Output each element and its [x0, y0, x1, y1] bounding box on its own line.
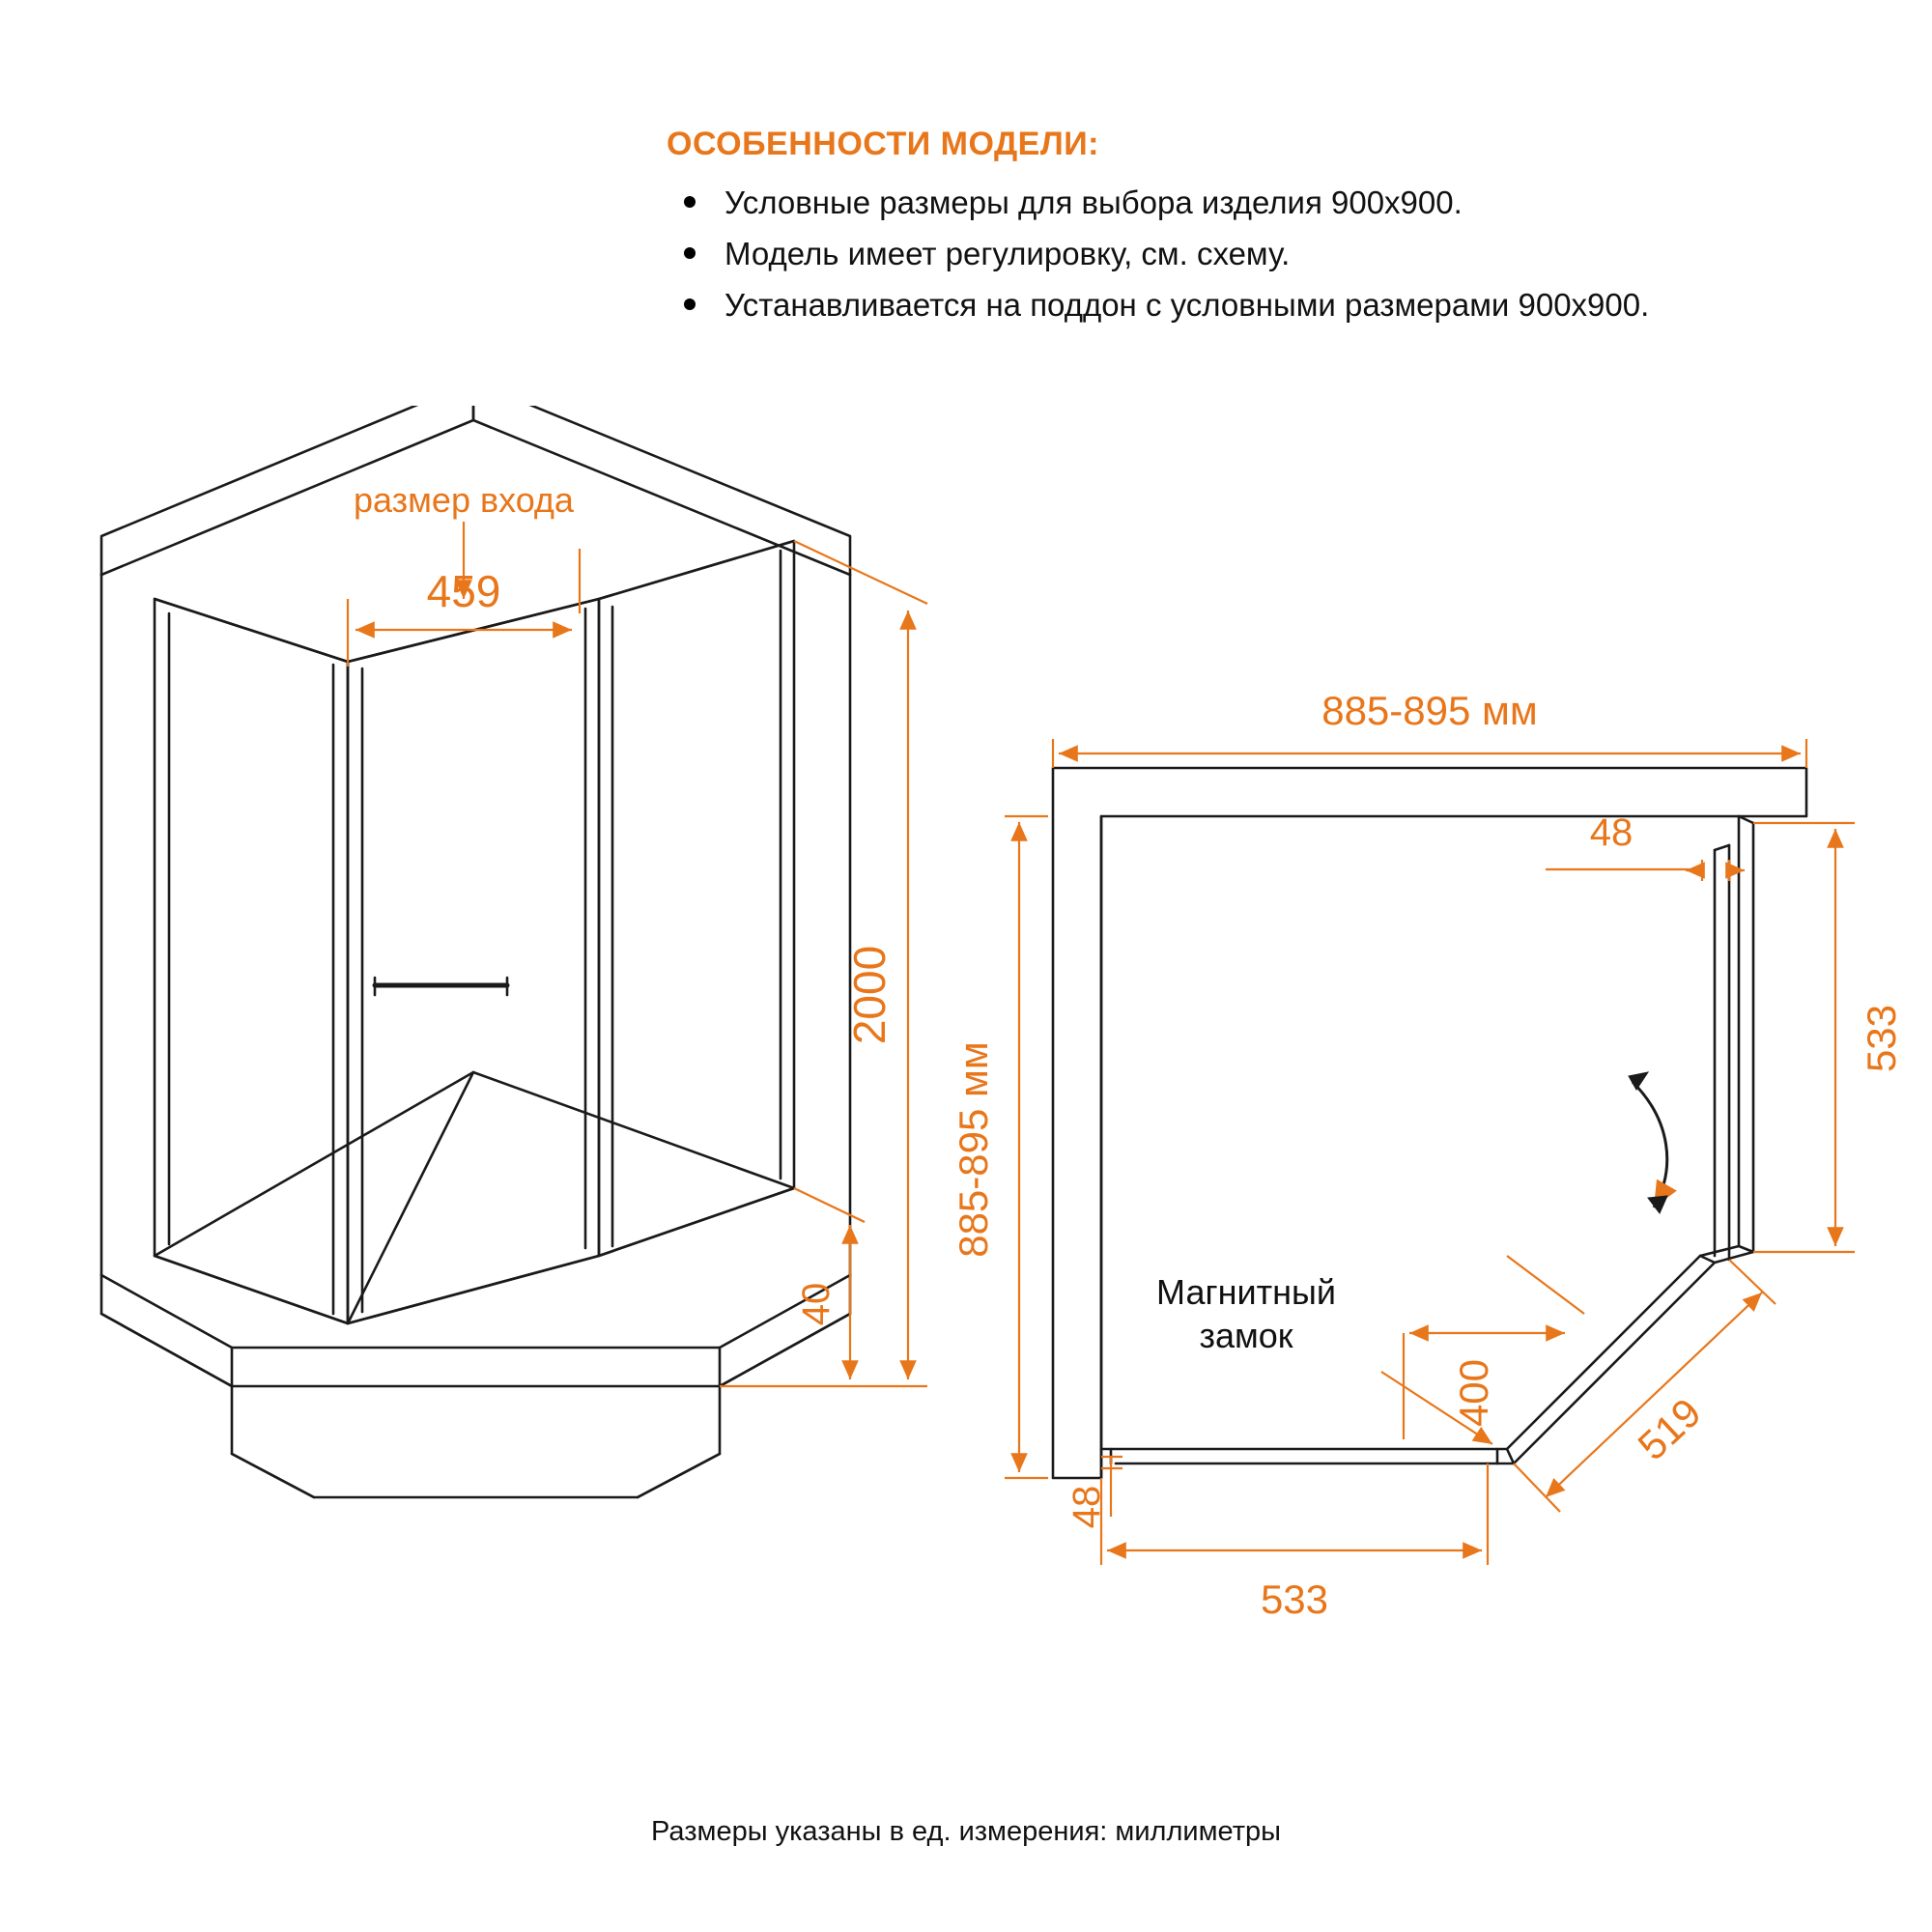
dim-base-40: 40	[795, 1282, 838, 1326]
label-entrance: размер входа	[354, 480, 574, 520]
label-magnet-line1: Магнитный	[1156, 1272, 1336, 1312]
bullet-icon	[684, 196, 696, 208]
dim-48-top: 48	[1589, 811, 1634, 854]
label-magnet-line2: замок	[1199, 1316, 1293, 1355]
feature-item	[667, 232, 1855, 277]
dim-height-2000: 2000	[844, 945, 895, 1045]
feature-item	[667, 181, 1855, 226]
footer-note: Размеры указаны в ед. измерения: миллиметры	[651, 1816, 1281, 1847]
dim-top-height: 885-895 мм	[951, 1041, 996, 1258]
dim-519: 519	[1629, 1389, 1710, 1469]
feature-text: Устанавливается на поддон с условными размерами 900x900.	[724, 286, 1650, 323]
dim-top-width: 885-895 мм	[1321, 688, 1538, 733]
technical-drawing	[0, 406, 1932, 1855]
bullet-icon	[684, 298, 696, 310]
dim-48-left: 48	[1065, 1485, 1108, 1529]
dim-entrance-width: 459	[426, 566, 501, 616]
feature-item	[667, 283, 1855, 328]
dim-533-bottom: 533	[1260, 1577, 1329, 1622]
dim-400: 400	[1451, 1358, 1496, 1428]
features-list	[667, 181, 1855, 328]
features-title: ОСОБЕННОСТИ МОДЕЛИ:	[667, 126, 1099, 162]
bullet-icon	[684, 247, 696, 259]
feature-text: Условные размеры для выбора изделия 900x900.	[724, 185, 1463, 220]
feature-text: Модель имеет регулировку, см. схему.	[724, 235, 1291, 271]
features-block	[667, 126, 1855, 334]
dim-533-right: 533	[1859, 1004, 1904, 1073]
